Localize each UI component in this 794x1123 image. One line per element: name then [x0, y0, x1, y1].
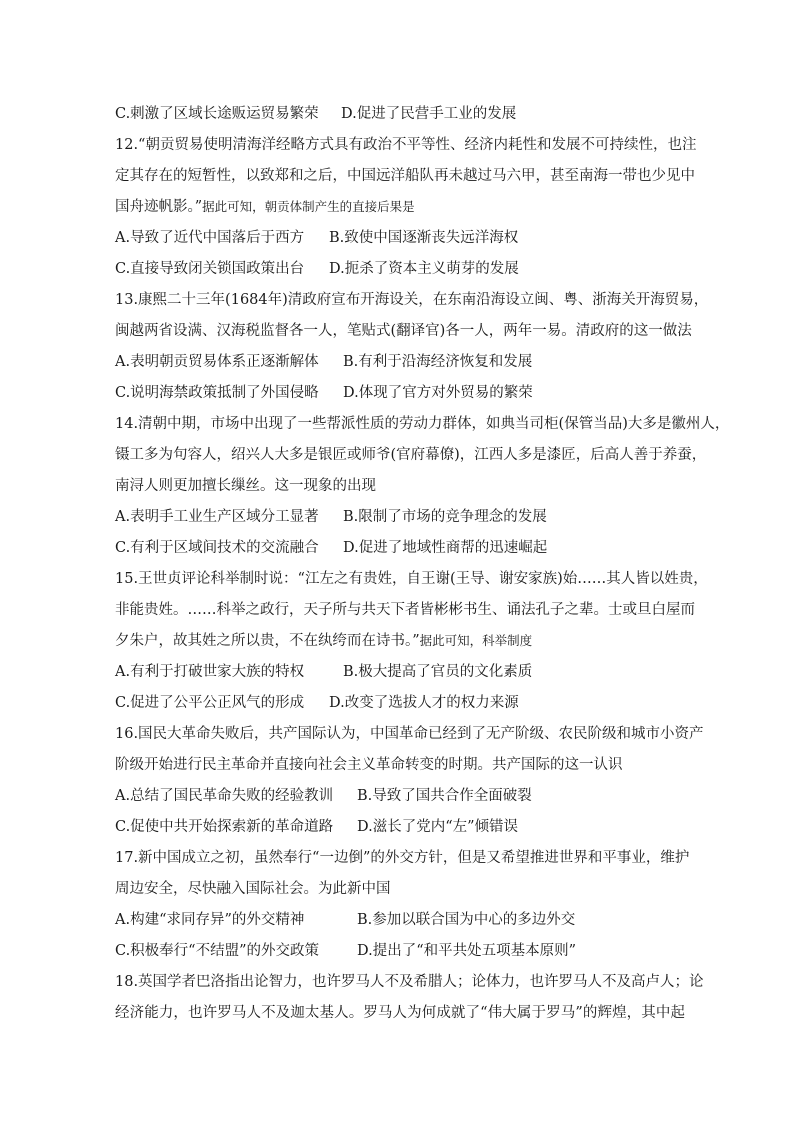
q18-stem-line-1: 18.英国学者巴洛指出论智力，也许罗马人不及希腊人；论体力，也许罗马人不及高卢人；论: [115, 974, 704, 990]
q15-stem-line-3: [115, 631, 685, 651]
q17-options-ab: [115, 910, 685, 930]
q18-stem-line-2: 经济能力，也许罗马人不及迦太基人。罗马人为何成就了“伟大属于罗马”的辉煌，其中起: [115, 1005, 685, 1021]
q14-option-b: B.限制了市场的竞争理念的发展: [343, 509, 547, 525]
q17-option-a: A.构建“求同存异”的外交精神: [115, 912, 305, 928]
q15-stem-quote-end: 夕朱户，故其姓之所以贵，不在纨绔而在诗书。”: [115, 633, 420, 649]
q15-option-b: B.极大提高了官员的文化素质: [343, 664, 533, 680]
q17-option-b: B.参加以联合国为中心的多边外交: [357, 912, 576, 928]
q17-option-c: C.积极奉行“不结盟”的外交政策: [115, 943, 320, 959]
q16-stem-line-1: 16.国民大革命失败后，共产国际认为，中国革命已经到了无产阶级、农民阶级和城市小资产: [115, 726, 704, 742]
q17-stem-line-1: 17.新中国成立之初，虽然奉行“一边倒”的外交方针，但是又希望推进世界和平事业，维护: [115, 850, 690, 866]
q16-option-b: B.导致了国共合作全面破裂: [357, 788, 532, 804]
q15-option-a: A.有利于打破世家大族的特权: [115, 664, 305, 680]
q11-option-d: D.促进了民营手工业的发展: [341, 106, 517, 122]
q16-options-cd: [115, 817, 685, 837]
q12-stem-line-2: 定其存在的短暂性，以致郑和之后，中国远洋船队再未越过马六甲，甚至南海一带也少见中: [115, 168, 695, 184]
q16-option-a: A.总结了国民革命失败的经验教训: [115, 788, 334, 804]
q15-stem-tail: 据此可知，科举制度: [419, 633, 533, 648]
q16-option-c: C.促使中共开始探索新的革命道路: [115, 819, 334, 835]
q12-stem-tail: 据此可知，朝贡体制产生的直接后果是: [202, 199, 415, 214]
q17-stem-line-2: 周边安全，尽快融入国际社会。为此新中国: [115, 881, 391, 897]
q15-stem-line-1: 15.王世贞评论科举制时说：“江左之有贵姓，自王谢(王导、谢安家族)始……其人皆以姓贵，: [115, 571, 708, 587]
q15-stem-line-2: 非能贵姓。……科举之政行，天子所与共天下者皆彬彬书生、诵法孔子之辈。士或旦白屋而: [115, 602, 695, 618]
q12-stem-line-3: [115, 197, 685, 217]
q11-option-c: C.刺激了区域长途贩运贸易繁荣: [115, 106, 319, 122]
q14-options-cd: [115, 538, 685, 558]
q11-options-cd: [115, 104, 685, 124]
q13-stem-line-2: 闽越两省设满、汉海税监督各一人，笔贴式(翻译官)各一人，两年一易。清政府的这一做法: [115, 323, 692, 339]
q12-option-a: A.导致了近代中国落后于西方: [115, 230, 305, 246]
q17-options-cd: [115, 941, 685, 961]
q15-options-ab: [115, 662, 685, 682]
q13-option-c: C.说明海禁政策抵制了外国侵略: [115, 385, 319, 401]
q16-stem-line-2: 阶级开始进行民主革命并直接向社会主义革命转变的时期。共产国际的这一认识: [115, 757, 623, 773]
q12-stem-line-1: 12.“朝贡贸易使明清海洋经略方式具有政治不平等性、经济内耗性和发展不可持续性，也注: [115, 137, 697, 153]
q15-option-d: D.改变了选拔人才的权力来源: [329, 695, 519, 711]
q17-option-d: D.提出了“和平共处五项基本原则”: [357, 943, 577, 959]
q13-option-d: D.体现了官方对外贸易的繁荣: [343, 385, 533, 401]
q12-options-ab: [115, 228, 685, 248]
q15-options-cd: [115, 693, 685, 713]
q14-option-a: A.表明手工业生产区域分工显著: [115, 509, 319, 525]
q14-option-d: D.促进了地域性商帮的迅速崛起: [343, 540, 548, 556]
q15-option-c: C.促进了公平公正风气的形成: [115, 695, 305, 711]
q13-options-ab: [115, 352, 685, 372]
q14-stem-line-2: 镊工多为句容人，绍兴人大多是银匠或师爷(官府幕僚)，江西人多是漆匠，后高人善于养蚕，: [115, 447, 707, 463]
q12-stem-quote-end: 国舟迹帆影。”: [115, 199, 203, 215]
q16-options-ab: [115, 786, 685, 806]
q12-option-c: C.直接导致闭关锁国政策出台: [115, 261, 305, 277]
q14-options-ab: [115, 507, 685, 527]
q12-option-d: D.扼杀了资本主义萌芽的发展: [329, 261, 519, 277]
q13-option-a: A.表明朝贡贸易体系正逐渐解体: [115, 354, 319, 370]
q13-options-cd: [115, 383, 685, 403]
q14-option-c: C.有利于区域间技术的交流融合: [115, 540, 319, 556]
q12-options-cd: [115, 259, 685, 279]
q13-stem-line-1: 13.康熙二十三年(1684年)清政府宣布开海设关，在东南沿海设立闽、粤、浙海关开海贸易，: [115, 292, 709, 308]
q13-option-b: B.有利于沿海经济恢复和发展: [343, 354, 533, 370]
q16-option-d: D.滋长了党内“左”倾错误: [357, 819, 519, 835]
q14-stem-line-1: 14.清朝中期，市场中出现了一些帮派性质的劳动力群体，如典当司柜(保管当品)大多是徽州人，: [115, 416, 730, 432]
q14-stem-line-3: 南浔人则更加擅长缫丝。这一现象的出现: [115, 478, 376, 494]
q12-option-b: B.致使中国逐渐丧失远洋海权: [329, 230, 519, 246]
